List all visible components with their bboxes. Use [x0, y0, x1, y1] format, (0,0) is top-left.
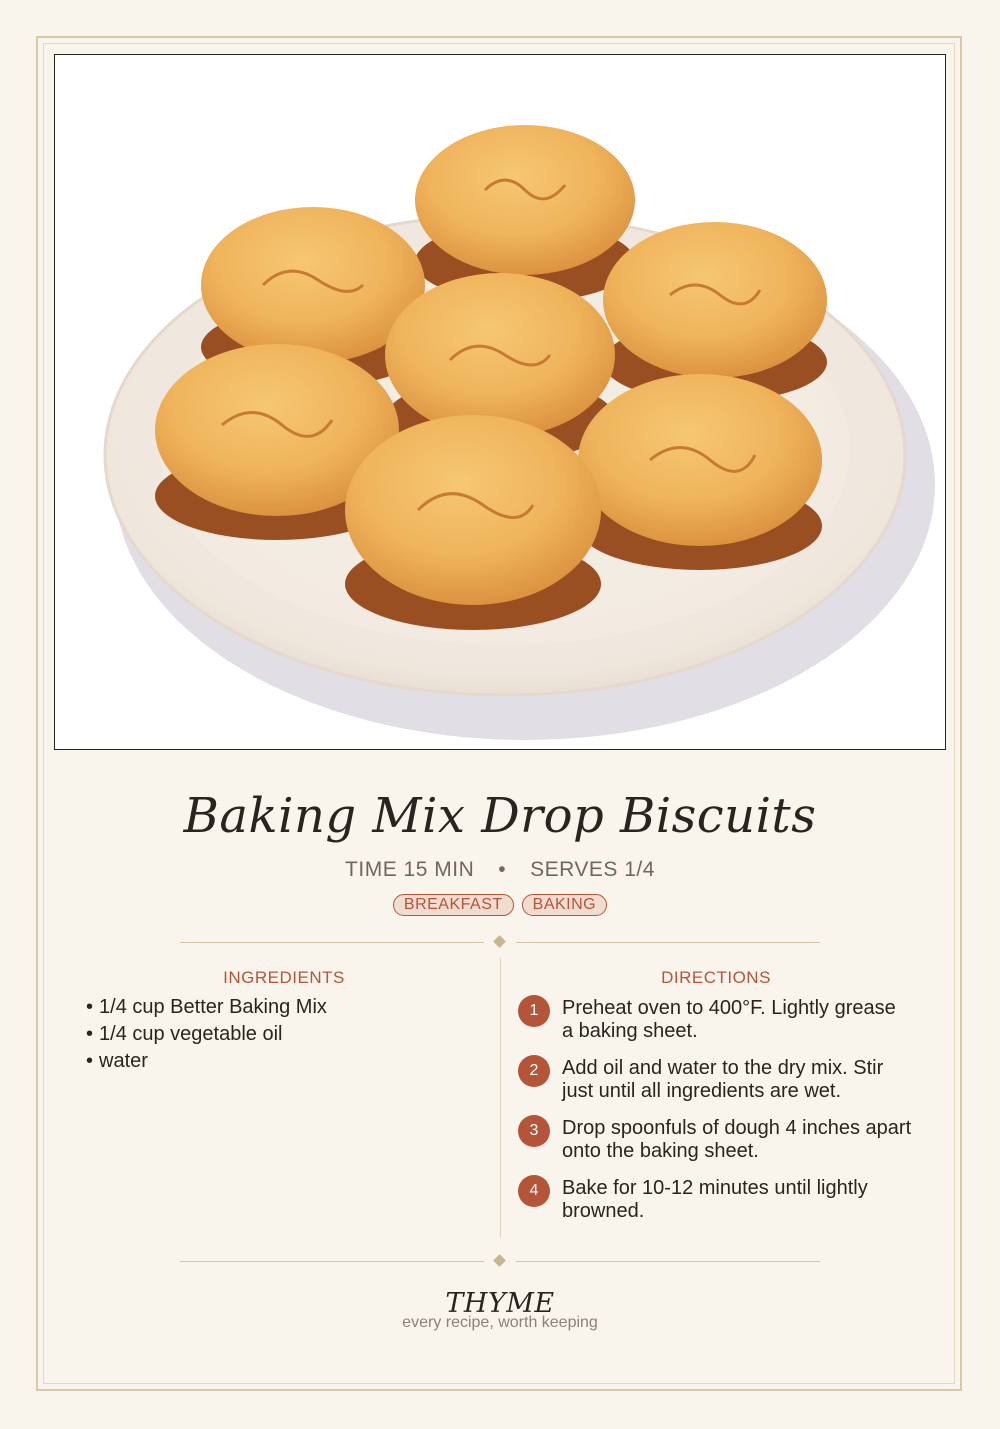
tag-breakfast[interactable]: BREAKFAST [393, 894, 514, 916]
direction-step [518, 1115, 918, 1175]
time-label: TIME 15 MIN [345, 858, 475, 881]
direction-step [518, 1175, 918, 1235]
step-text: Drop spoonfuls of dough 4 inches apart onto the baking sheet. [562, 1117, 912, 1162]
step-number-badge: 4 [518, 1175, 550, 1207]
step-number-badge: 2 [518, 1055, 550, 1087]
recipe-title: Baking Mix Drop Biscuits [183, 788, 817, 844]
biscuit-right [578, 374, 822, 570]
meta-separator: • [498, 858, 507, 881]
directions-heading: DIRECTIONS [661, 968, 771, 987]
brand-logo: THYME [445, 1288, 555, 1319]
direction-step [518, 995, 918, 1055]
directions-list [518, 995, 918, 1235]
divider-bottom [180, 1261, 820, 1262]
ingredients-list [86, 994, 486, 1075]
step-number-badge: 1 [518, 995, 550, 1027]
tag-list [0, 894, 1000, 916]
step-text: Bake for 10-12 minutes until lightly browned. [562, 1177, 868, 1222]
step-number-badge: 3 [518, 1115, 550, 1147]
step-text: Preheat oven to 400°F. Lightly grease a baking sheet. [562, 997, 896, 1042]
serves-label: SERVES 1/4 [530, 858, 655, 881]
ingredient-item: • 1/4 cup vegetable oil [86, 1021, 486, 1048]
column-separator [500, 958, 501, 1238]
ingredient-item: • water [86, 1048, 486, 1075]
step-text: Add oil and water to the dry mix. Stir just until all ingredients are wet. [562, 1057, 884, 1102]
brand-tagline: every recipe, worth keeping [402, 1314, 598, 1331]
direction-step [518, 1055, 918, 1115]
ingredients-heading: INGREDIENTS [223, 968, 345, 987]
recipe-meta [0, 858, 1000, 882]
tag-baking[interactable]: BAKING [522, 894, 607, 916]
divider-top [180, 942, 820, 943]
biscuit-bottom [345, 415, 601, 630]
recipe-photo [54, 54, 946, 750]
ingredient-item: • 1/4 cup Better Baking Mix [86, 994, 486, 1021]
